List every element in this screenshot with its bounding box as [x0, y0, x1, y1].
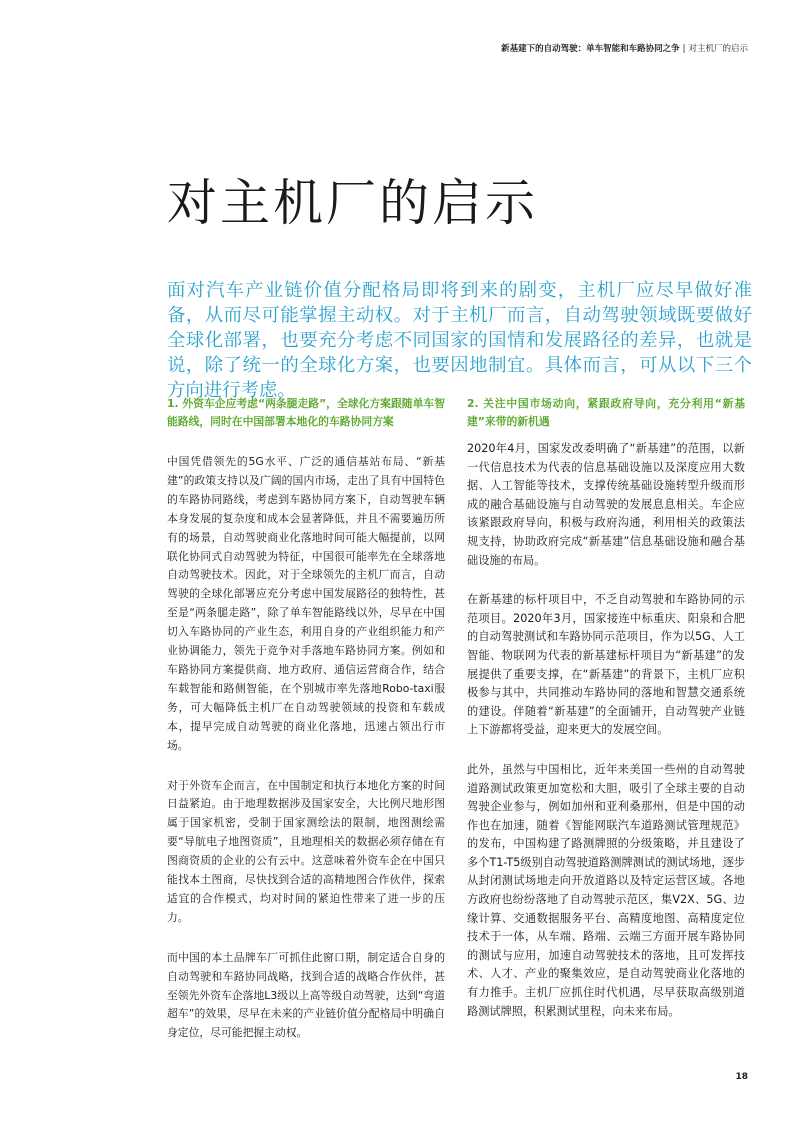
header-report-title: 新基建下的自动驾驶：单车智能和车路协同之争: [501, 44, 680, 54]
right-column: [467, 395, 745, 1042]
right-column-heading: 2. 关注中国市场动向，紧跟政府导向，充分利用“新基建”来带的新机遇: [467, 397, 745, 428]
header-separator: |: [682, 44, 686, 54]
page-number: 18: [735, 1072, 748, 1082]
left-column-heading: 1. 外资车企应考虑“两条腿走路”，全球化方案跟随单车智能路线，同时在中国部署本地化的车路协同方案: [167, 397, 445, 428]
left-paragraph: 而中国的本土品牌车厂可抓住此窗口期，制定适合自身的自动驾驶和车路协同战略，找到合适的战略合作伙伴，甚至领先外资车企落地L3级以上高等级自动驾驶，达到“弯道超车”的效果，尽早在未来的产业链价值分配格局中明确自身定位，尽可能把握主动权。: [167, 950, 445, 1040]
left-column: [167, 395, 445, 1064]
right-paragraph: 在新基建的标杆项目中，不乏自动驾驶和车路协同的示范项目。2020年3月，国家接连中标重庆、阳泉和合肥的自动驾驶测试和车路协同示范项目，作为以5G、人工智能、物联网为代表的新基建标杆项目为“新基建”的发展提供了重要支撑，在“新基建”的背景下，主机厂应积极参与其中，共同推动车路协同的落地和智慧交通系统的建设。伴随着“新基建”的全面铺开，自动驾驶产业链上下游都将受益，迎来更大的发展空间。: [467, 593, 745, 737]
running-header: [501, 43, 748, 55]
right-paragraph: 此外，虽然与中国相比，近年来美国一些州的自动驾驶道路测试政策更加宽松和大胆，吸引了全球主要的自动驾驶企业参与，例如加州和亚利桑那州，但是中国的动作也在加速，随着《智能网联汽车道路测试管理规范》的发布，中国构建了路测牌照的分级策略，并且建设了多个T1-T5级别自动驾驶道路测牌测试的测试场地，逐步从封闭测试场地走向开放道路以及特定运营区域。各地方政府也纷纷落地了自动驾驶示范区，集V2X、5G、边缘计算、交通数据服务平台、高精度地图、高精度定位技术于一体，从车端、路端、云端三方面开展车路协同的测试与应用，加速自动驾驶技术的落地，且可发挥技术、人才、产业的聚集效应，是自动驾驶商业化落地的有力推手。主机厂应抓住时代机遇，尽早获取高级别道路测试牌照，积累测试里程，向未来布局。: [467, 762, 745, 1018]
left-paragraph: 对于外资车企而言，在中国制定和执行本地化方案的时间日益紧迫。由于地理数据涉及国家安全，大比例尺地形图属于国家机密，受制于国家测绘法的限制，地图测绘需要“导航电子地图资质”，且地理相关的数据必须存储在有图商资质的企业的公有云中。这意味着外资车企在中国只能找本土图商，尽快找到合适的高精地图合作伙伴，探索适宜的合作模式，均对时间的紧迫性带来了进一步的压力。: [167, 778, 445, 924]
header-section: 对主机厂的启示: [688, 44, 748, 54]
lead-paragraph: 面对汽车产业链价值分配格局即将到来的剧变，主机厂应尽早做好准备，从而尽可能掌握主动权。对于主机厂而言，自动驾驶领域既要做好全球化部署，也要充分考虑不同国家的国情和发展路径的差异，也就是说，除了统一的全球化方案，也要因地制宜。具体而言，可从以下三个方向进行考虑。: [167, 280, 752, 401]
page-title: 对主机厂的启示: [167, 174, 538, 232]
left-paragraph: 中国凭借领先的5G水平、广泛的通信基站布局、“新基建”的政策支持以及广阔的国内市场，走出了具有中国特色的车路协同路线，考虑到车路协同方案下，自动驾驶车辆本身发展的复杂度和成本会显著降低，并且不需要遍历所有的场景，自动驾驶商业化落地时间可能大幅提前，以网联化协同式自动驾驶为特征，中国很可能率先在全球落地自动驾驶技术。因此，对于全球领先的主机厂而言，自动驾驶的全球化部署应充分考虑中国发展路径的独特性，甚至是“两条腿走路”，除了单车智能路线以外，尽早在中国切入车路协同的产业生态，利用自身的产业组织能力和产业协调能力，领先于竞争对手落地车路协同方案。例如和车路协同方案提供商、地方政府、通信运营商合作，结合车载智能和路侧智能，在个别城市率先落地Robo-taxi服务，可大幅降低主机厂在自动驾驶领域的投资和车载成本，提早完成自动驾驶的商业化落地，迅速占领出行市场。: [167, 455, 445, 752]
right-paragraph: 2020年4月，国家发改委明确了“新基建”的范围，以新一代信息技术为代表的信息基础设施以及深度应用大数据、人工智能等技术，支撑传统基础设施转型升级而形成的融合基础设施与自动驾驶的发展息息相关。车企应该紧跟政府导向，积极与政府沟通，利用相关的政策法规支持，协助政府完成“新基建”信息基础设施和融合基础设施的布局。: [467, 442, 745, 567]
